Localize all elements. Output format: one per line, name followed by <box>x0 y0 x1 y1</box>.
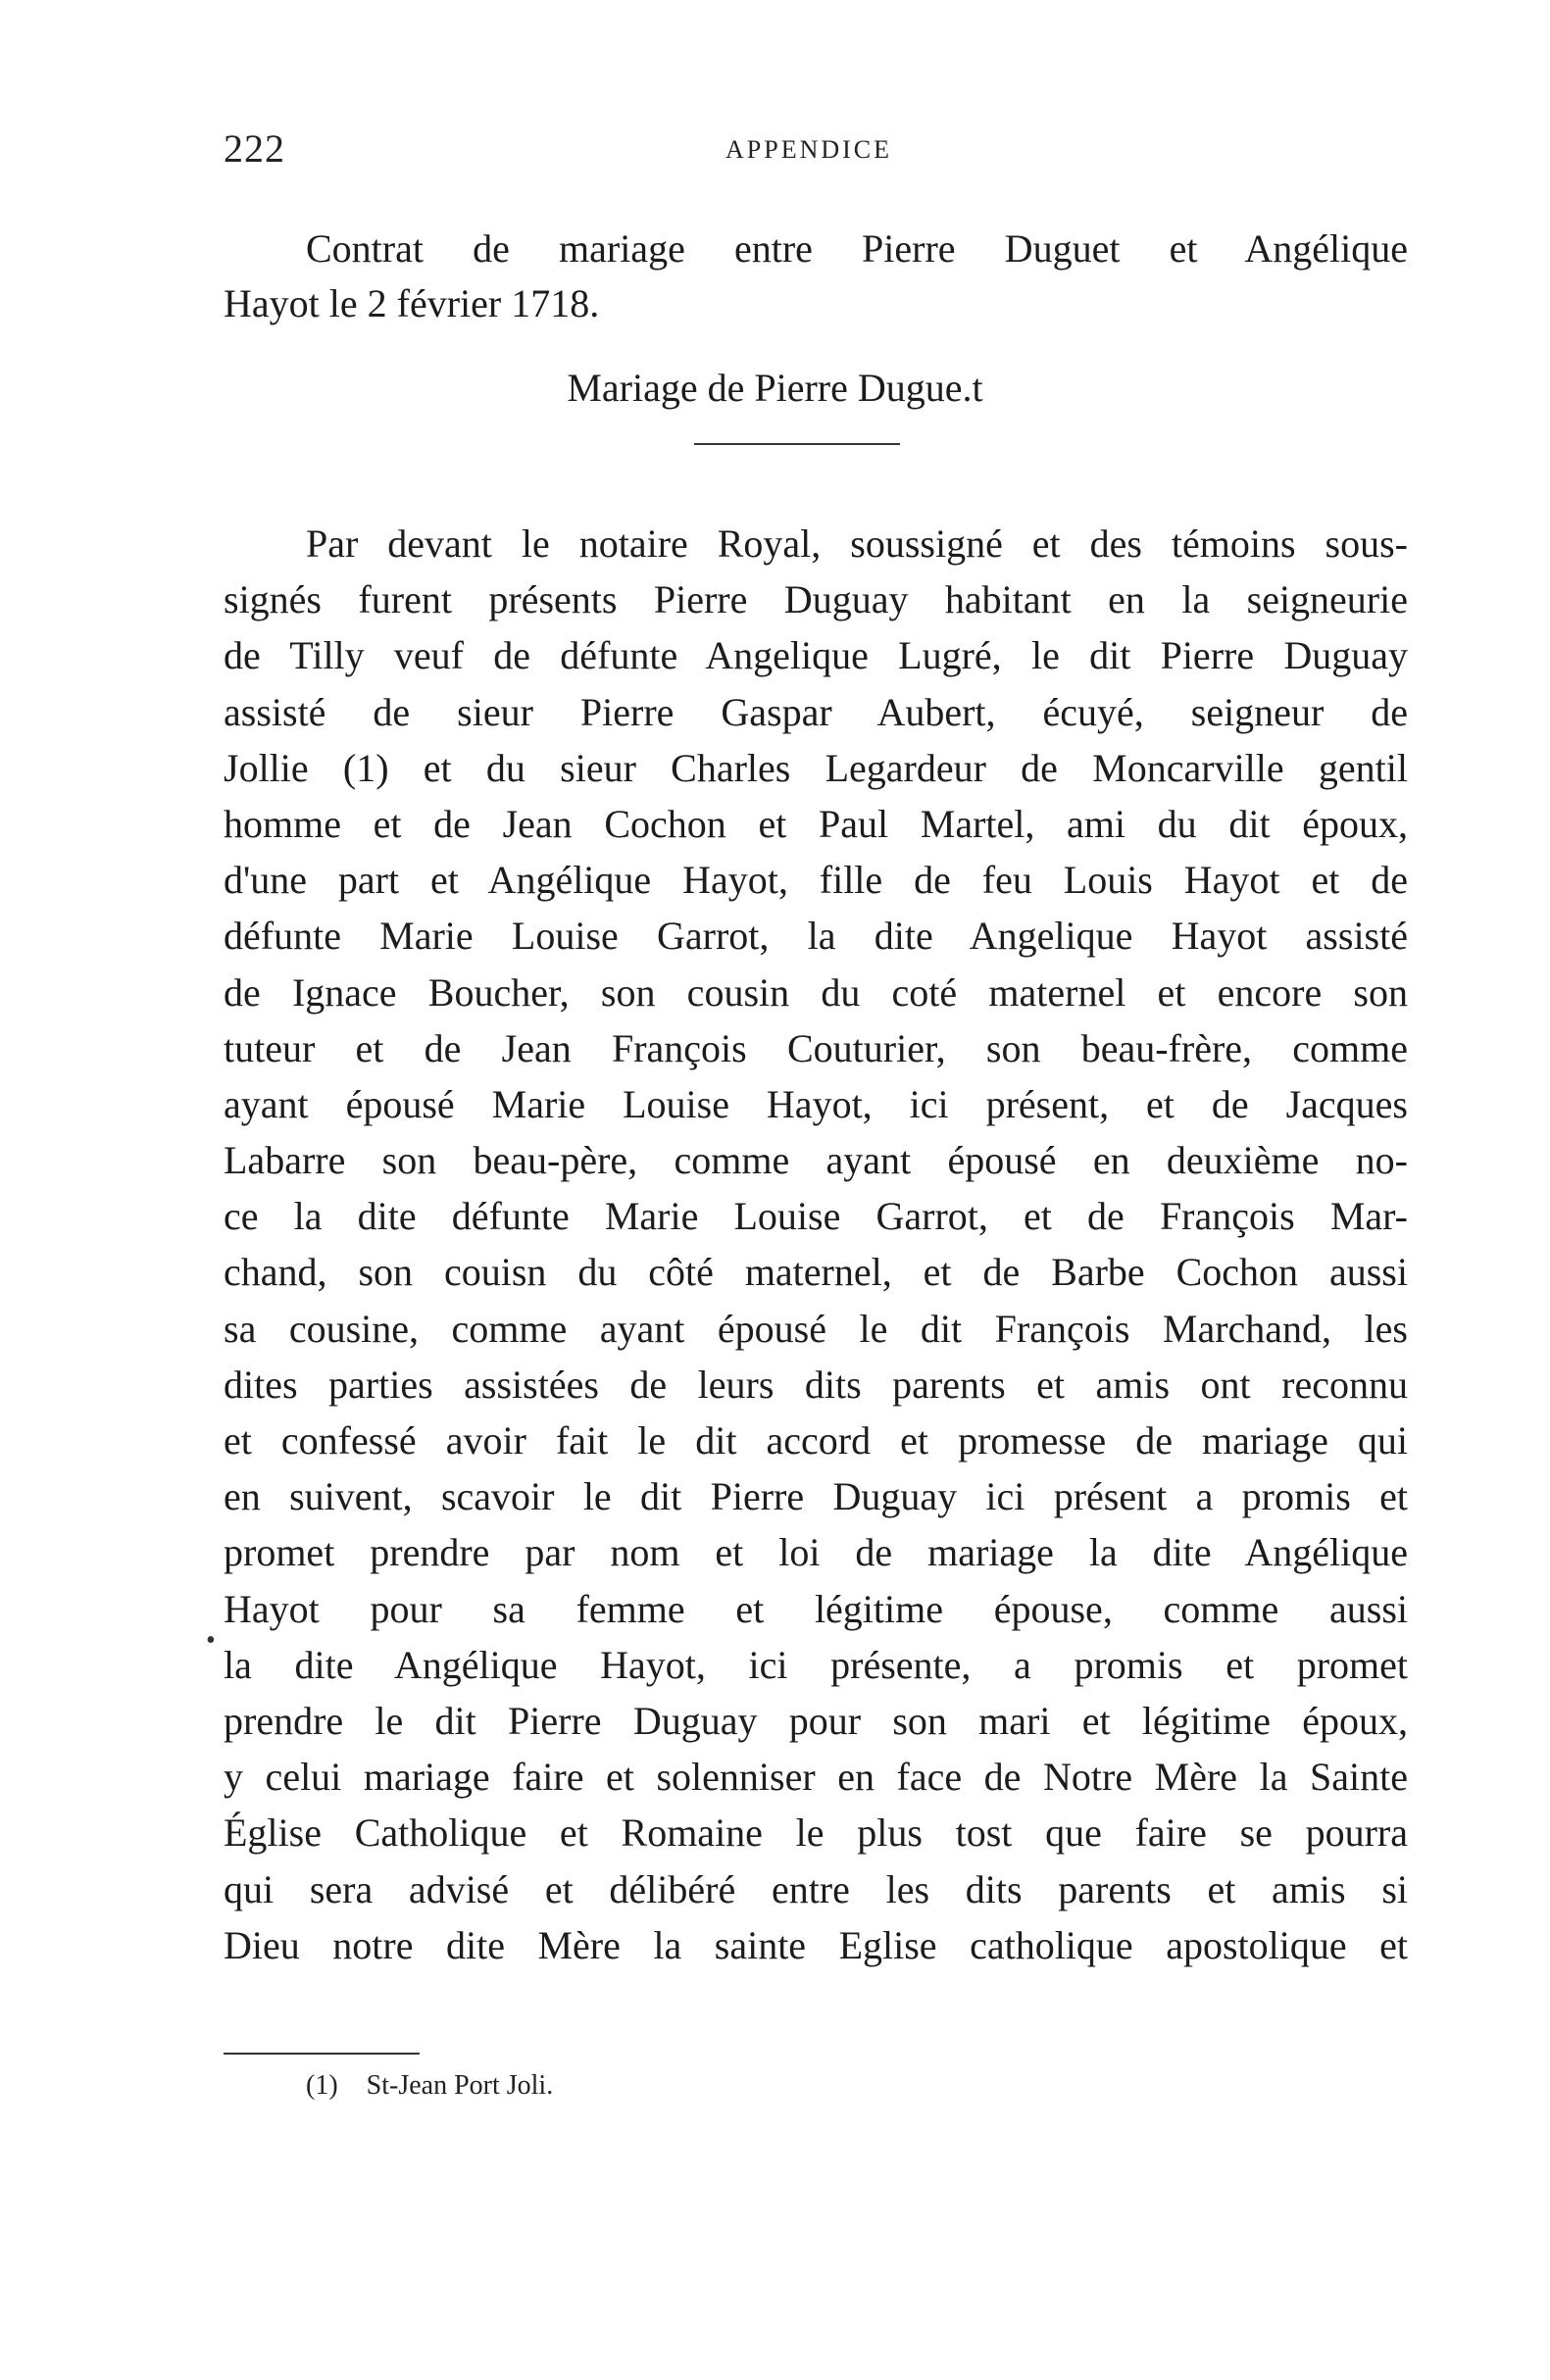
body-line: en suivent, scavoir le dit Pierre Duguay ici présent a promis et <box>224 1474 1408 1519</box>
body-line: sa cousine, comme ayant épousé le dit François Marchand, les <box>224 1306 1408 1351</box>
body-line: d'une part et Angélique Hayot, fille de feu Louis Hayot et de <box>224 858 1408 903</box>
intro-line: Hayot le 2 février 1718. <box>224 281 600 325</box>
footnote-rule <box>224 2053 420 2055</box>
body-line: signés furent présents Pierre Duguay habitant en la seigneurie <box>224 577 1408 622</box>
body-line: Hayot pour sa femme et légitime épouse, comme aussi <box>224 1586 1408 1631</box>
body-line: de Ignace Boucher, son cousin du coté maternel et encore son <box>224 969 1408 1015</box>
intro-line: Contrat de mariage entre Pierre Duguet et Angélique <box>306 226 1408 271</box>
running-head: APPENDICE <box>725 135 893 164</box>
footnote <box>306 2070 553 2102</box>
page-number: 222 <box>224 126 285 171</box>
body-line: de Tilly veuf de défunte Angelique Lugré, le dit Pierre Duguay <box>224 633 1408 678</box>
body-line: tuteur et de Jean François Couturier, son beau-frère, comme <box>224 1025 1408 1070</box>
body-line: Labarre son beau-père, comme ayant épousé en deuxième no- <box>224 1138 1408 1183</box>
body-line: chand, son couisn du côté maternel, et de Barbe Cochon aussi <box>224 1250 1408 1295</box>
body-line: et confessé avoir fait le dit accord et promesse de mariage qui <box>224 1418 1408 1463</box>
section-heading: Mariage de Pierre Dugue.t <box>567 366 983 410</box>
body-line: défunte Marie Louise Garrot, la dite Angelique Hayot assisté <box>224 914 1408 959</box>
body-line: dites parties assistées de leurs dits parents et amis ont reconnu <box>224 1362 1408 1407</box>
body-line: Dieu notre dite Mère la sainte Eglise catholique apostolique et <box>224 1922 1408 1967</box>
body-line: la dite Angélique Hayot, ici présente, a promis et promet <box>224 1642 1408 1687</box>
body-line: prendre le dit Pierre Duguay pour son mari et légitime époux, <box>224 1698 1408 1743</box>
body-line: ce la dite défunte Marie Louise Garrot, et de François Mar- <box>224 1194 1408 1239</box>
body-line: homme et de Jean Cochon et Paul Martel, ami du dit époux, <box>224 801 1408 846</box>
intro-paragraph <box>224 222 1408 331</box>
body-line: ayant épousé Marie Louise Hayot, ici présent, et de Jacques <box>224 1081 1408 1126</box>
body-line: Jollie (1) et du sieur Charles Legardeur de Moncarville gentil <box>224 745 1408 790</box>
body-paragraph <box>224 516 1408 1973</box>
body-line: promet prendre par nom et loi de mariage la dite Angélique <box>224 1530 1408 1575</box>
heading-rule <box>694 443 900 445</box>
margin-mark-icon: • <box>206 1625 216 1656</box>
footnote-number: (1) <box>306 2070 338 2101</box>
body-line: Église Catholique et Romaine le plus tost que faire se pourra <box>224 1810 1408 1856</box>
footnote-text: St-Jean Port Joli. <box>366 2070 554 2101</box>
body-line: assisté de sieur Pierre Gaspar Aubert, écuyé, seigneur de <box>224 689 1408 734</box>
body-line: y celui mariage faire et solenniser en face de Notre Mère la Sainte <box>224 1755 1408 1800</box>
body-line: Par devant le notaire Royal, soussigné et des témoins sous- <box>306 521 1408 566</box>
body-line: qui sera advisé et délibéré entre les dits parents et amis si <box>224 1866 1408 1911</box>
